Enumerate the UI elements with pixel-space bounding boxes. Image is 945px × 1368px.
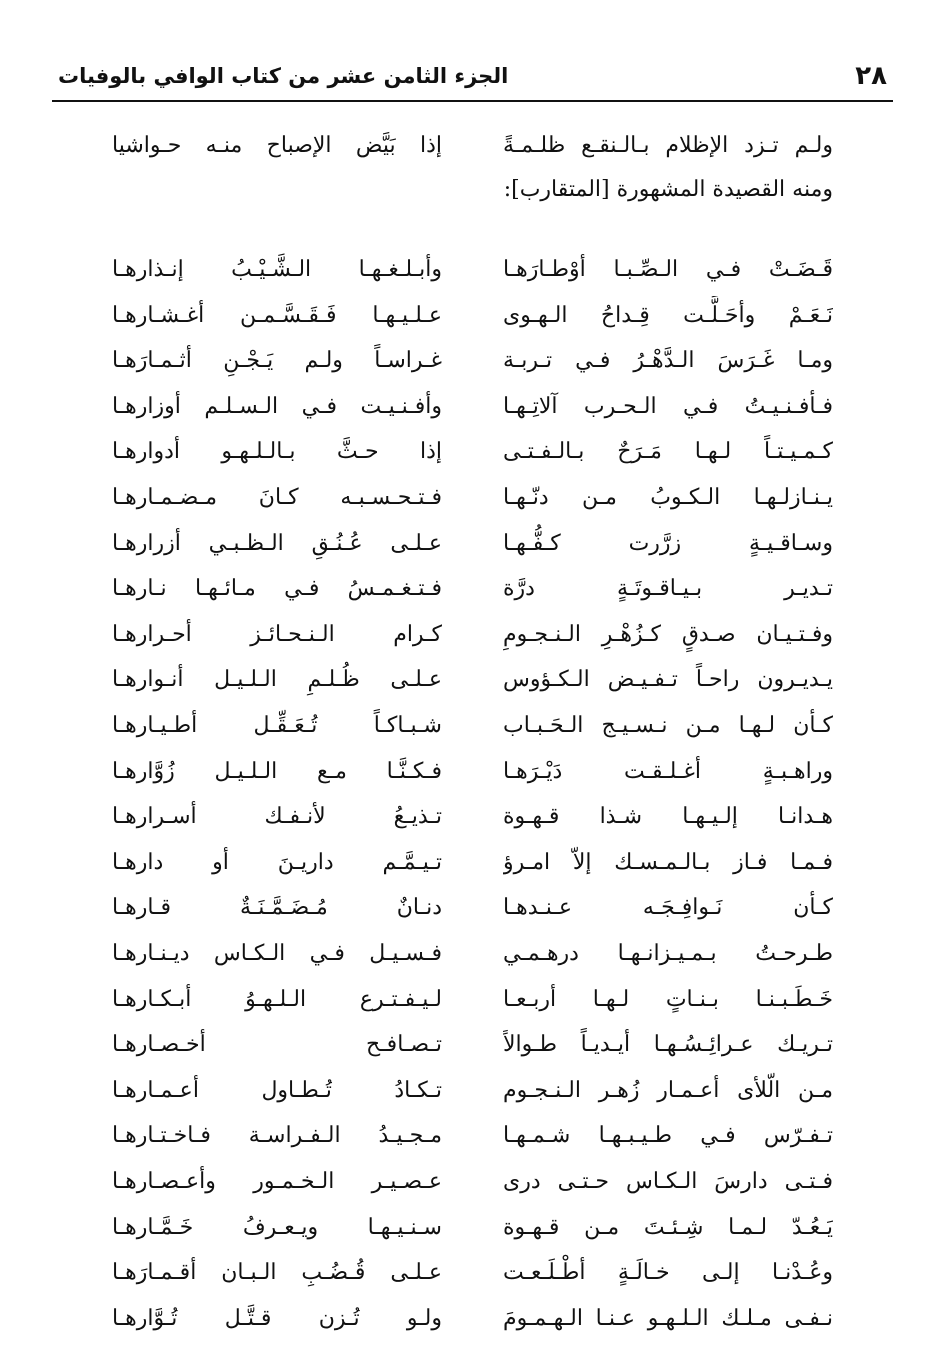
- hemistich-first: يـديـرون راحـاً تـفـيـض الـكـؤوس: [503, 667, 833, 693]
- hemistich-first: وراهـبـةٍ أغـلـقـت دَيْـرَهـا: [503, 758, 833, 784]
- verse: [112, 934, 833, 974]
- hemistich-second: فـسـيـل فـي الـكـاس ديـنـارهـا: [112, 941, 442, 966]
- hemistich-second: تـكـادُ تُـطـاول أعـمـارهـا: [112, 1077, 442, 1103]
- verse: [112, 1299, 833, 1339]
- running-title: الجزء الثامن عشر من كتاب الوافي بالوفيات: [58, 64, 509, 88]
- verse: [112, 1025, 833, 1065]
- intro-verse: [112, 126, 833, 166]
- verse: [112, 1208, 833, 1248]
- hemistich-second: فـتـحـسـبـه كـانَ مـضـمـارهـا: [112, 485, 442, 510]
- hemistich-second: إذا حـثَّ بـالـلـهـو أدوارهـا: [112, 439, 442, 465]
- verse: [112, 250, 833, 290]
- hemistich-second: مـجـيـدُ الـفـراسـة فـاخـتـارهـا: [112, 1123, 442, 1149]
- hemistich-first: تـفـرّس فـي طـيـبـهـا شـمـهـا: [503, 1123, 833, 1149]
- verse: [112, 706, 833, 746]
- verse: [112, 1116, 833, 1156]
- page-number: ٢٨: [855, 61, 887, 91]
- hemistich-first: قَـضَـتْ فـي الـصِّـبـا أوْطـارَهـا: [503, 257, 833, 282]
- hemistich-second: شـبـاكـاً تُـعَـقِّـل أطـيـارهـا: [112, 713, 442, 738]
- verse: [112, 478, 833, 518]
- hemistich-second: ولـو تُـزن قـتَّـل تُـوَّارهـا: [112, 1305, 442, 1331]
- hemistich-second: فـكـنَّـا مـع الـلـيـل زُوَّارهـا: [112, 758, 442, 784]
- verse: [112, 615, 833, 655]
- hemistich-second: لـيـفـتـرع الـلـهـوُ أبـكـارهـا: [112, 986, 442, 1012]
- verse: [112, 843, 833, 883]
- hemistich-second: غـراسـاً ولـم يَـجْـنِ أثـمـارَهـا: [112, 348, 442, 374]
- hemistich-first: فـأفـنـيـتُ فـي الـحـرب آلاتِـهـا: [503, 393, 833, 419]
- hemistich-first: كـأن لـهـا مـن نـسـيـج الـحَـبـاب: [503, 713, 833, 738]
- hemistich-second: عـلـيـهـا فَـقَـسَّـمـن أغـشـارهـا: [112, 302, 442, 328]
- header-rule: [52, 100, 893, 102]
- hemistich-second: عـلـى قُـضُـبِ الـبـان أقـمـارَهـا: [112, 1260, 442, 1286]
- verse: [112, 524, 833, 564]
- hemistich-second: عـصـيـر الـخـمـور وأعـصـارهـا: [112, 1169, 442, 1194]
- hemistich-second: كـرام الـنـحـائـز أحـرارهـا: [112, 621, 442, 647]
- hemistich-first: كـأن نَـوافِـجَـه عـنـدهـا: [503, 895, 833, 921]
- verse: [112, 432, 833, 472]
- verse: [112, 569, 833, 609]
- hemistich-second: تـصـافـح أخـصـارهـا: [112, 1032, 442, 1058]
- hemistich-first: فـمـا فـاز بـالـمـسـك إلاّ امـرؤ: [503, 849, 833, 875]
- verse: [112, 387, 833, 427]
- hemistich-first: وسـاقـيـةٍ زرَّرت كـفُّـهـا: [503, 530, 833, 556]
- verse: [112, 1162, 833, 1202]
- verse: [112, 1253, 833, 1293]
- verse: [112, 341, 833, 381]
- hemistich-second: سـنـيـهـا ويـعـرفُ خَـمَّـارهـا: [112, 1214, 442, 1240]
- verse: [112, 797, 833, 837]
- hemistich-second: دنـانٌ مُـضَـمَّـنَـةٌ قـارهـا: [112, 895, 442, 921]
- hemistich-first: يَـعُـدّ لـمـا شِـئـتَ مـن قـهـوة: [503, 1214, 833, 1240]
- page-header: [58, 58, 887, 94]
- hemistich-first: ولـم تـزد الإظلام بـالـنقـع ظلـمـةً: [503, 133, 833, 158]
- hemistich-first: كـمـيـتـاً لـهـا مَـرَحٌ بـالـفـتـى: [503, 439, 833, 465]
- verse: [112, 980, 833, 1020]
- hemistich-first: تـديـر بـيـاقـوتَـةٍ درَّة: [503, 576, 833, 602]
- hemistich-first: هـدانـا إلـيـهـا شـذا قـهـوة: [503, 804, 833, 830]
- hemistich-second: إذا بَيَّض الإصباح منـه حـواشيا: [112, 133, 442, 158]
- hemistich-second: وأفـنـيـت فـي الـسـلـم أوزارهـا: [112, 393, 442, 419]
- hemistich-second: عـلـى عُـنُـقِ الـظـبـي أزرارهـا: [112, 530, 442, 556]
- hemistich-first: طـرحـتُ بـمـيـزانـهـا درهـمـي: [503, 941, 833, 966]
- hemistich-first: نـفـى مـلـك الـلـهـو عـنـا الـهـمـومَ: [503, 1305, 833, 1331]
- verse: [112, 752, 833, 792]
- hemistich-first: فـتـى دارسَ الـكـاس حـتـى دری: [503, 1169, 833, 1194]
- intro-text: ومنه القصيدة المشهورة [المتقارب]:: [503, 177, 833, 202]
- hemistich-first: نَـعَـمْ وأحَـلَّـت قِـداحُ الـهـوى: [503, 302, 833, 328]
- hemistich-first: وفـتـيـان صـدقٍ كـزُهْـرِ الـنـجـومِ: [503, 621, 833, 647]
- hemistich-second: تـذيـعُ لأنـفـك أسـرارهـا: [112, 804, 442, 830]
- verse: [112, 296, 833, 336]
- hemistich-second: وأبـلـغـهـا الـشَّـيْـبُ إنـذارهـا: [112, 257, 442, 282]
- hemistich-first: مـن الّلأى أعـمـار زُهـر الـنـجـوم: [503, 1077, 833, 1103]
- hemistich-second: فـتـغـمـسُ فـي مـائـهـا نـارهـا: [112, 576, 442, 602]
- verse: [112, 1071, 833, 1111]
- hemistich-first: يـنـازلـهـا الـكـوبُ مـن دنّـهـا: [503, 485, 833, 510]
- hemistich-first: ومـا غَـرَسَ الـدَّهْـرُ فـي تـربـة: [503, 348, 833, 374]
- verse: [112, 660, 833, 700]
- hemistich-second: عـلـى ظُـلـمِ الـلـيـل أنـوارهـا: [112, 667, 442, 693]
- hemistich-first: وعُـدْنـا إلـى خـالَـةٍ أطْـلَـعـت: [503, 1260, 833, 1286]
- hemistich-second: تـيـمَّـم داريـنَ أو دارهـا: [112, 849, 442, 875]
- hemistich-first: خَـطَـبـنـا بـنـاتٍ لـهـا أربـعـا: [503, 986, 833, 1012]
- hemistich-first: تـريـك عـرائِـسُـهـا أيـديـاً طـوالاً: [503, 1032, 833, 1058]
- verse: [112, 888, 833, 928]
